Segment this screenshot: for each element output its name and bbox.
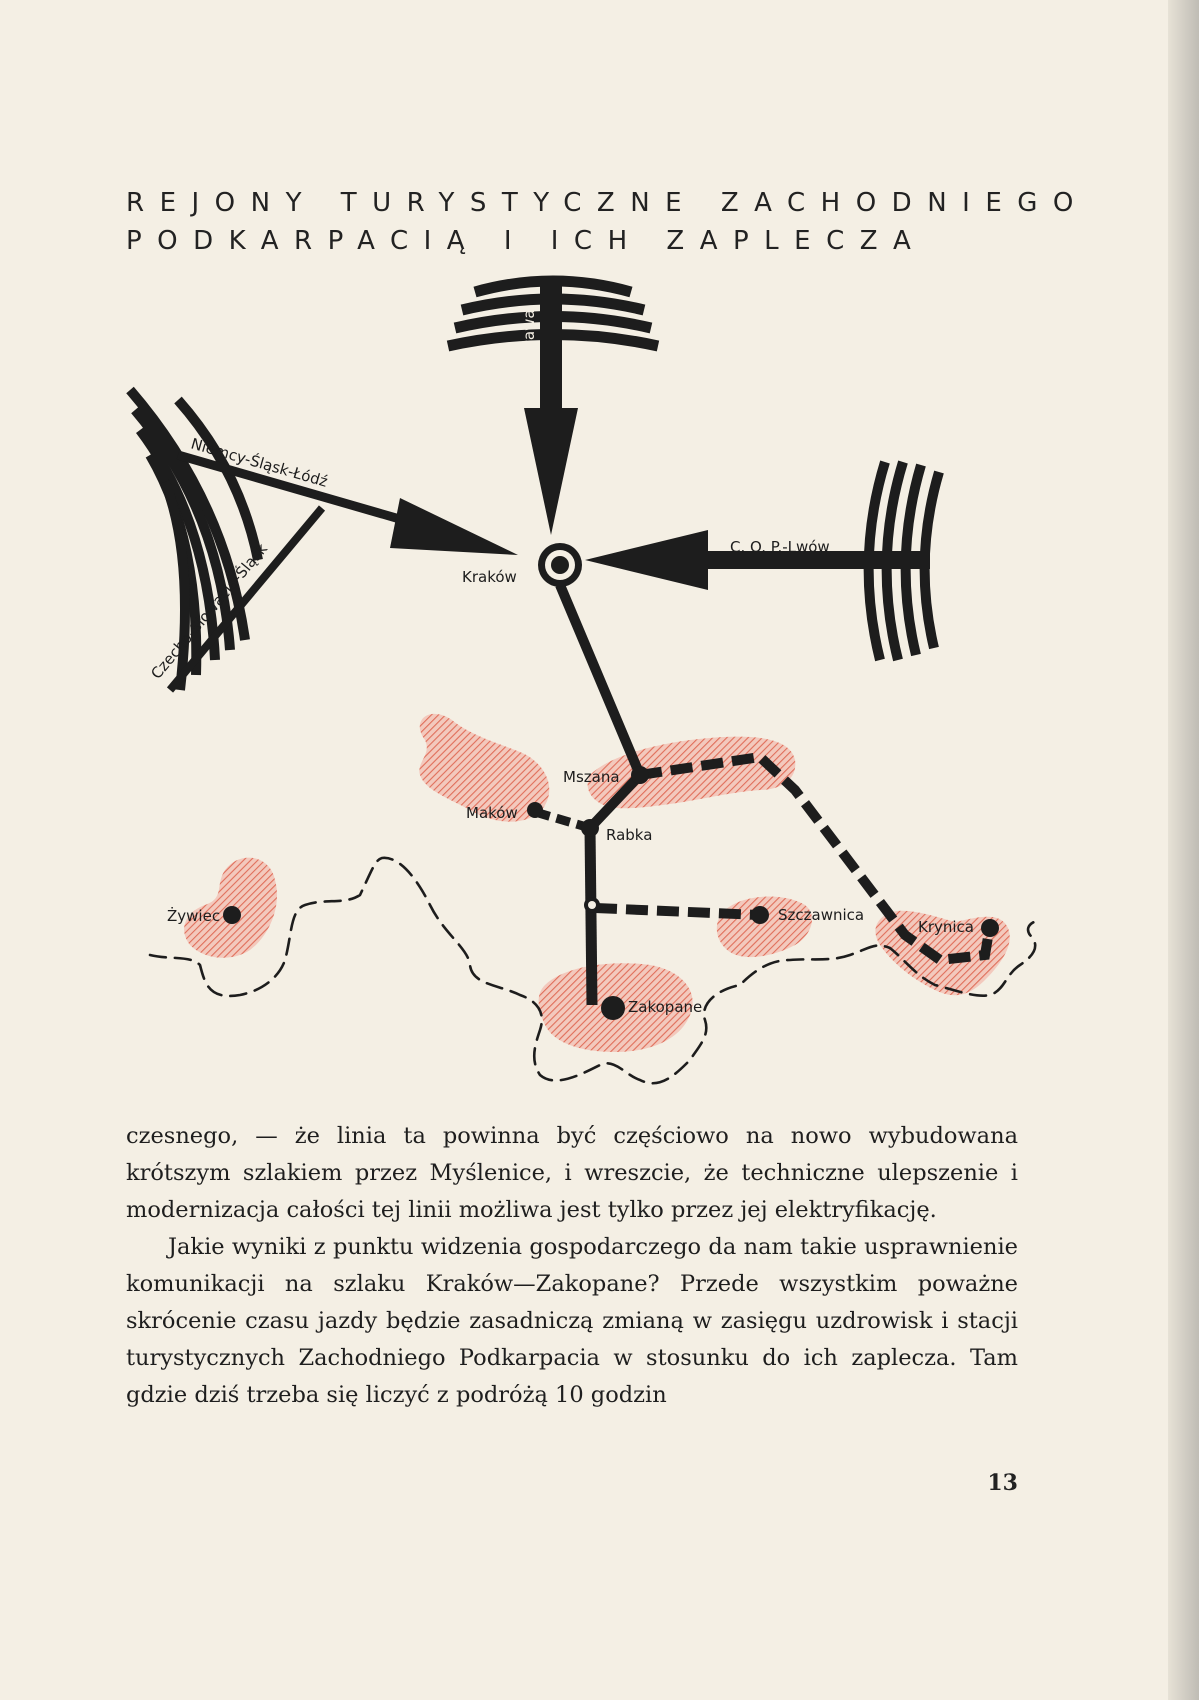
mszana-station [631,766,649,784]
niemcy-label: Niemcy-Śląsk-Łódź [188,434,330,491]
tourist-regions-map [120,270,1050,1100]
page-title [126,184,1089,260]
page-number: 13 [987,1470,1018,1496]
title-line-2: PODKARPACIĄ I ICH ZAPLECZA [126,226,927,256]
cop-label: C. O. P.-Lwów [730,538,830,556]
zakopane-label: Zakopane [628,998,703,1016]
title-line-1: REJONY TURYSTYCZNE ZACHODNIEGO [126,188,1089,218]
krynica-label: Krynica [918,918,974,936]
zakopane-station [601,996,625,1020]
arrow-warszawa [448,281,658,535]
szczawnica-station [751,906,769,924]
czecho-label: Czecho-Słowacja-Śląsk [147,539,272,683]
paragraph-2: Jakie wyniki z punktu widzenia gospodarczego da nam takie usprawnienie komunikacji na szlaku Kraków—Zakopane? Przede wszystkim poważne skrócenie czasu jazdy będzie zasadniczą zmianą w zasięgu uzdrowisk i stacji turystycznych Zachodniego Podkarpacia w stosunku do ich zaplecza. Tam gdzie dziś trzeba się liczyć z podróżą 10 godzin [126,1234,1018,1408]
szczawnica-label: Szczawnica [778,906,865,924]
arrow-niemcy [130,390,518,690]
makow-label: Maków [466,804,518,822]
zywiec-station [223,906,241,924]
makow-station [527,802,543,818]
krakow-label: Kraków [462,568,517,586]
rabka-station [581,819,599,837]
mszana-label: Mszana [563,768,620,786]
krynica-station [981,919,999,937]
rabka-label: Rabka [606,826,653,844]
zywiec-label: Żywiec [167,907,221,925]
page-edge [1168,0,1199,1700]
paragraph-1: czesnego, — że linia ta powinna być częściowo na nowo wybudowana krótszym szlakiem przez Myślenice, i wreszcie, że techniczne ulepszenie i modernizacja całości tej linii możliwa jest tylko przez jej elektryfikację. [126,1123,1018,1223]
warszawa-label: Warszawa [520,309,538,385]
body-text [126,1118,1018,1414]
arrow-cop [585,462,939,660]
